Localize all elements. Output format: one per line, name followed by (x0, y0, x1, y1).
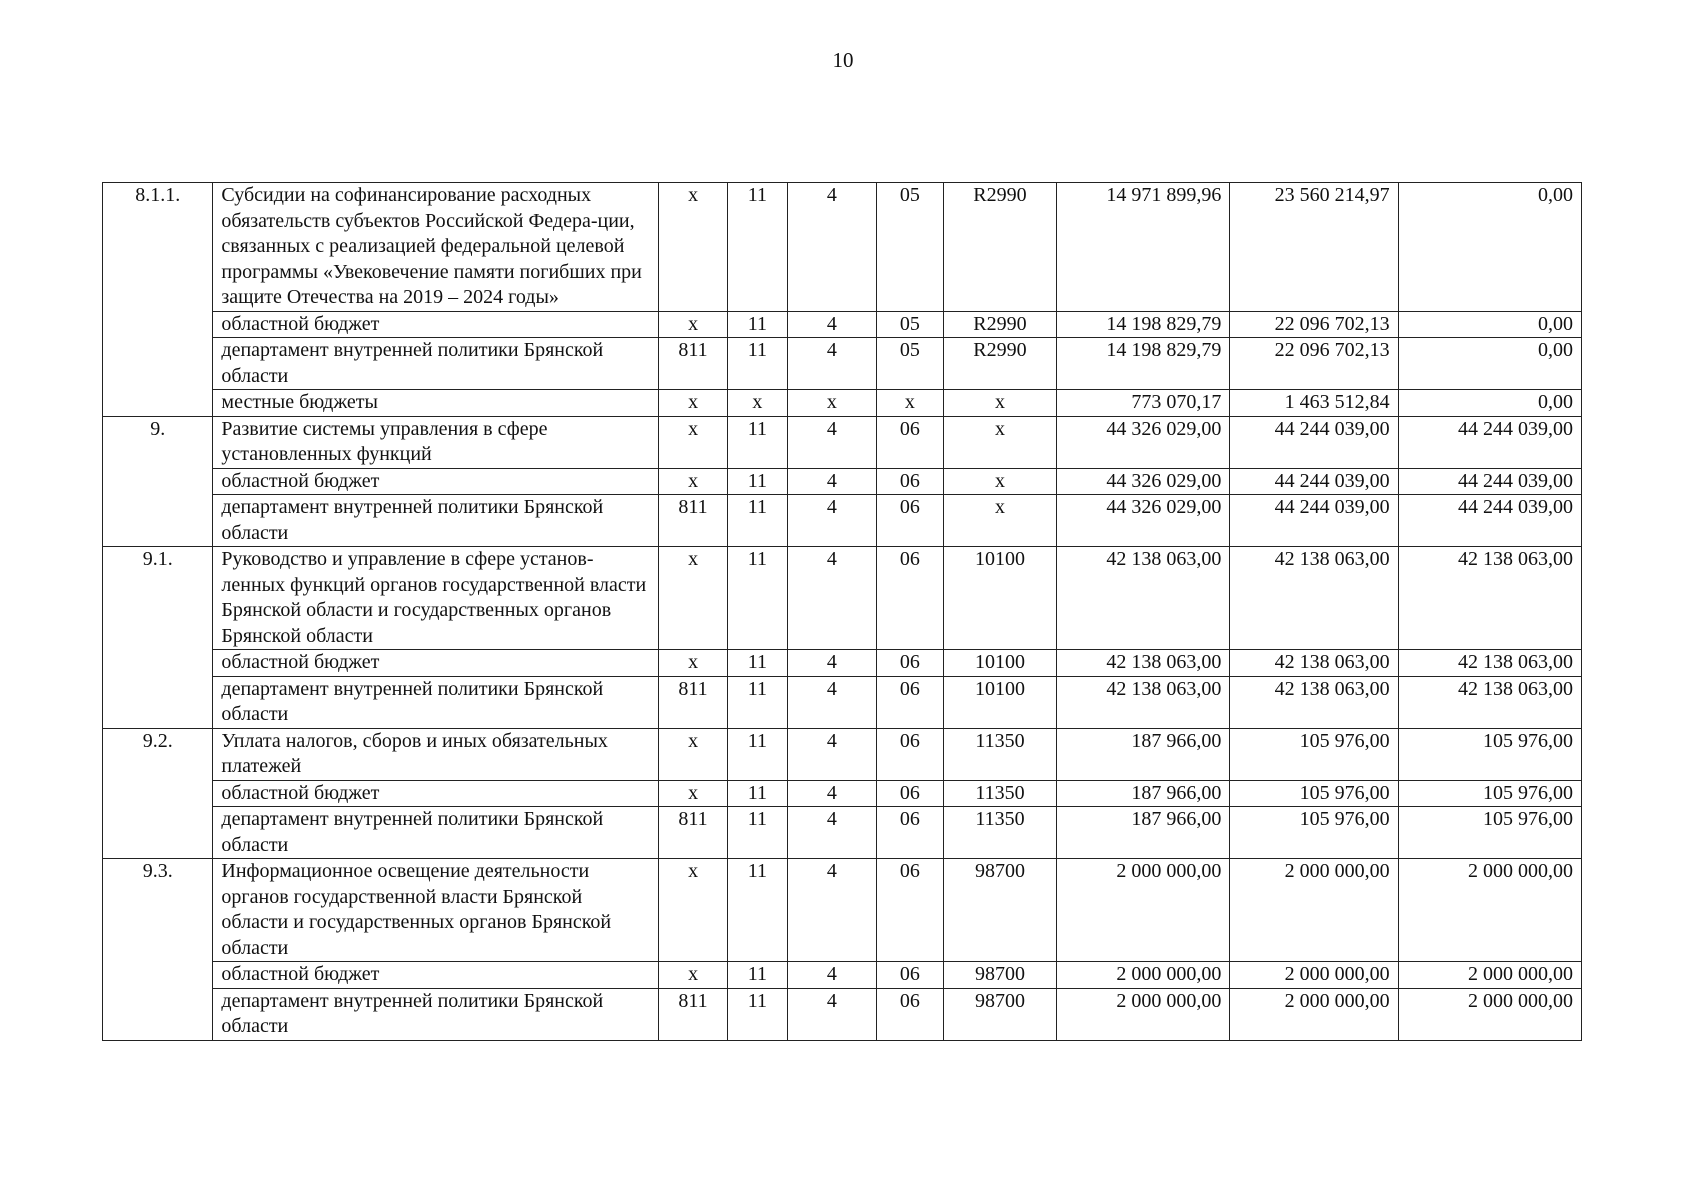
direction-code-cell: 98700 (943, 962, 1056, 989)
amount-year2-cell: 2 000 000,00 (1230, 988, 1398, 1040)
direction-code-cell: х (943, 416, 1056, 468)
program-code-cell: 11 (728, 547, 788, 650)
program-code-cell: 11 (728, 338, 788, 390)
amount-year2-cell: 105 976,00 (1230, 728, 1398, 780)
amount-year1-cell: 42 138 063,00 (1057, 676, 1230, 728)
activity-code-cell: 05 (876, 338, 943, 390)
amount-year2-cell: 23 560 214,97 (1230, 183, 1398, 312)
item-name-cell: департамент внутренней политики Брянской области (213, 807, 659, 859)
amount-year2-cell: 44 244 039,00 (1230, 468, 1398, 495)
subprogram-code-cell: 4 (787, 183, 876, 312)
amount-year1-cell: 187 966,00 (1057, 728, 1230, 780)
amount-year2-cell: 1 463 512,84 (1230, 390, 1398, 417)
program-code-cell: 11 (728, 676, 788, 728)
admin-code-cell: х (659, 962, 728, 989)
program-code-cell: 11 (728, 183, 788, 312)
direction-code-cell: 11350 (943, 780, 1056, 807)
admin-code-cell: х (659, 311, 728, 338)
admin-code-cell: х (659, 547, 728, 650)
direction-code-cell: R2990 (943, 183, 1056, 312)
table-row (103, 728, 1582, 780)
table-row (103, 416, 1582, 468)
item-number-cell: 8.1.1. (103, 183, 213, 417)
admin-code-cell: 811 (659, 338, 728, 390)
amount-year3-cell: 44 244 039,00 (1398, 468, 1581, 495)
item-number-cell: 9.3. (103, 859, 213, 1041)
activity-code-cell: 06 (876, 988, 943, 1040)
amount-year1-cell: 187 966,00 (1057, 807, 1230, 859)
amount-year3-cell: 2 000 000,00 (1398, 859, 1581, 962)
program-code-cell: 11 (728, 650, 788, 677)
amount-year2-cell: 2 000 000,00 (1230, 962, 1398, 989)
table-row (103, 183, 1582, 312)
admin-code-cell: 811 (659, 988, 728, 1040)
amount-year3-cell: 42 138 063,00 (1398, 650, 1581, 677)
amount-year3-cell: 0,00 (1398, 338, 1581, 390)
item-name-cell: местные бюджеты (213, 390, 659, 417)
amount-year3-cell: 44 244 039,00 (1398, 416, 1581, 468)
amount-year1-cell: 187 966,00 (1057, 780, 1230, 807)
item-name-cell: Развитие системы управления в сфере установленных функций (213, 416, 659, 468)
direction-code-cell: 98700 (943, 988, 1056, 1040)
program-code-cell: 11 (728, 495, 788, 547)
table-body (103, 183, 1582, 1041)
direction-code-cell: R2990 (943, 311, 1056, 338)
activity-code-cell: 06 (876, 807, 943, 859)
admin-code-cell: 811 (659, 495, 728, 547)
activity-code-cell: 06 (876, 547, 943, 650)
subprogram-code-cell: х (787, 390, 876, 417)
admin-code-cell: х (659, 780, 728, 807)
subprogram-code-cell: 4 (787, 859, 876, 962)
amount-year1-cell: 773 070,17 (1057, 390, 1230, 417)
activity-code-cell: 06 (876, 468, 943, 495)
amount-year3-cell: 105 976,00 (1398, 807, 1581, 859)
amount-year2-cell: 42 138 063,00 (1230, 676, 1398, 728)
admin-code-cell: х (659, 650, 728, 677)
program-code-cell: 11 (728, 728, 788, 780)
subprogram-code-cell: 4 (787, 676, 876, 728)
amount-year1-cell: 44 326 029,00 (1057, 495, 1230, 547)
subprogram-code-cell: 4 (787, 468, 876, 495)
admin-code-cell: х (659, 416, 728, 468)
direction-code-cell: R2990 (943, 338, 1056, 390)
item-name-cell: областной бюджет (213, 311, 659, 338)
subprogram-code-cell: 4 (787, 416, 876, 468)
subprogram-code-cell: 4 (787, 780, 876, 807)
activity-code-cell: 06 (876, 859, 943, 962)
subprogram-code-cell: 4 (787, 547, 876, 650)
item-number-cell: 9.1. (103, 547, 213, 729)
direction-code-cell: 10100 (943, 650, 1056, 677)
amount-year2-cell: 105 976,00 (1230, 807, 1398, 859)
amount-year2-cell: 2 000 000,00 (1230, 859, 1398, 962)
item-number-cell: 9. (103, 416, 213, 547)
subprogram-code-cell: 4 (787, 962, 876, 989)
program-code-cell: 11 (728, 988, 788, 1040)
amount-year3-cell: 42 138 063,00 (1398, 547, 1581, 650)
amount-year2-cell: 42 138 063,00 (1230, 547, 1398, 650)
item-name-cell: областной бюджет (213, 650, 659, 677)
direction-code-cell: 10100 (943, 547, 1056, 650)
subprogram-code-cell: 4 (787, 988, 876, 1040)
amount-year3-cell: 105 976,00 (1398, 728, 1581, 780)
table-row (103, 495, 1582, 547)
activity-code-cell: 06 (876, 728, 943, 780)
amount-year2-cell: 44 244 039,00 (1230, 495, 1398, 547)
amount-year3-cell: 0,00 (1398, 183, 1581, 312)
table-row (103, 676, 1582, 728)
amount-year2-cell: 22 096 702,13 (1230, 338, 1398, 390)
amount-year1-cell: 42 138 063,00 (1057, 547, 1230, 650)
program-code-cell: 11 (728, 962, 788, 989)
subprogram-code-cell: 4 (787, 338, 876, 390)
program-code-cell: 11 (728, 468, 788, 495)
item-name-cell: Информационное освещение деятельности органов государственной власти Брянской области и государственных органов Брянской области (213, 859, 659, 962)
admin-code-cell: х (659, 390, 728, 417)
item-name-cell: Уплата налогов, сборов и иных обязательных платежей (213, 728, 659, 780)
direction-code-cell: 11350 (943, 728, 1056, 780)
table-row (103, 780, 1582, 807)
amount-year1-cell: 14 198 829,79 (1057, 311, 1230, 338)
item-name-cell: департамент внутренней политики Брянской области (213, 676, 659, 728)
amount-year1-cell: 44 326 029,00 (1057, 416, 1230, 468)
program-code-cell: х (728, 390, 788, 417)
activity-code-cell: 06 (876, 962, 943, 989)
budget-table (102, 182, 1582, 1041)
table-row (103, 807, 1582, 859)
amount-year3-cell: 2 000 000,00 (1398, 988, 1581, 1040)
amount-year3-cell: 2 000 000,00 (1398, 962, 1581, 989)
direction-code-cell: х (943, 468, 1056, 495)
table-row (103, 962, 1582, 989)
table-row (103, 338, 1582, 390)
table-row (103, 988, 1582, 1040)
activity-code-cell: 06 (876, 780, 943, 807)
item-number-cell: 9.2. (103, 728, 213, 859)
amount-year1-cell: 2 000 000,00 (1057, 962, 1230, 989)
amount-year1-cell: 44 326 029,00 (1057, 468, 1230, 495)
admin-code-cell: х (659, 183, 728, 312)
subprogram-code-cell: 4 (787, 650, 876, 677)
subprogram-code-cell: 4 (787, 311, 876, 338)
item-name-cell: департамент внутренней политики Брянской области (213, 495, 659, 547)
direction-code-cell: 10100 (943, 676, 1056, 728)
amount-year2-cell: 44 244 039,00 (1230, 416, 1398, 468)
admin-code-cell: х (659, 859, 728, 962)
admin-code-cell: 811 (659, 676, 728, 728)
amount-year3-cell: 0,00 (1398, 311, 1581, 338)
activity-code-cell: 06 (876, 650, 943, 677)
subprogram-code-cell: 4 (787, 807, 876, 859)
amount-year3-cell: 0,00 (1398, 390, 1581, 417)
table-row (103, 859, 1582, 962)
subprogram-code-cell: 4 (787, 728, 876, 780)
table-row (103, 650, 1582, 677)
program-code-cell: 11 (728, 416, 788, 468)
table-row (103, 468, 1582, 495)
subprogram-code-cell: 4 (787, 495, 876, 547)
direction-code-cell: 98700 (943, 859, 1056, 962)
amount-year1-cell: 2 000 000,00 (1057, 859, 1230, 962)
amount-year3-cell: 44 244 039,00 (1398, 495, 1581, 547)
table-row (103, 390, 1582, 417)
activity-code-cell: 06 (876, 676, 943, 728)
admin-code-cell: 811 (659, 807, 728, 859)
amount-year2-cell: 22 096 702,13 (1230, 311, 1398, 338)
amount-year2-cell: 42 138 063,00 (1230, 650, 1398, 677)
program-code-cell: 11 (728, 859, 788, 962)
page-number: 10 (832, 48, 854, 72)
item-name-cell: Субсидии на софинансирование расходных обязательств субъектов Российской Федера-ции, связанных с реализацией федеральной целевой программы «Увековечение памяти погибших при защите Отечества на 2019 – 2024 годы» (213, 183, 659, 312)
direction-code-cell: х (943, 390, 1056, 417)
item-name-cell: департамент внутренней политики Брянской области (213, 338, 659, 390)
activity-code-cell: 06 (876, 495, 943, 547)
item-name-cell: областной бюджет (213, 780, 659, 807)
item-name-cell: Руководство и управление в сфере установ-ленных функций органов государственной власти Брянской области и государственных органов Брянской области (213, 547, 659, 650)
amount-year3-cell: 105 976,00 (1398, 780, 1581, 807)
admin-code-cell: х (659, 468, 728, 495)
item-name-cell: областной бюджет (213, 468, 659, 495)
program-code-cell: 11 (728, 780, 788, 807)
amount-year2-cell: 105 976,00 (1230, 780, 1398, 807)
table-row (103, 311, 1582, 338)
item-name-cell: департамент внутренней политики Брянской области (213, 988, 659, 1040)
item-name-cell: областной бюджет (213, 962, 659, 989)
activity-code-cell: 05 (876, 183, 943, 312)
direction-code-cell: х (943, 495, 1056, 547)
direction-code-cell: 11350 (943, 807, 1056, 859)
amount-year3-cell: 42 138 063,00 (1398, 676, 1581, 728)
activity-code-cell: 06 (876, 416, 943, 468)
amount-year1-cell: 2 000 000,00 (1057, 988, 1230, 1040)
amount-year1-cell: 14 971 899,96 (1057, 183, 1230, 312)
activity-code-cell: 05 (876, 311, 943, 338)
admin-code-cell: х (659, 728, 728, 780)
program-code-cell: 11 (728, 311, 788, 338)
amount-year1-cell: 42 138 063,00 (1057, 650, 1230, 677)
amount-year1-cell: 14 198 829,79 (1057, 338, 1230, 390)
activity-code-cell: х (876, 390, 943, 417)
table-row (103, 547, 1582, 650)
program-code-cell: 11 (728, 807, 788, 859)
